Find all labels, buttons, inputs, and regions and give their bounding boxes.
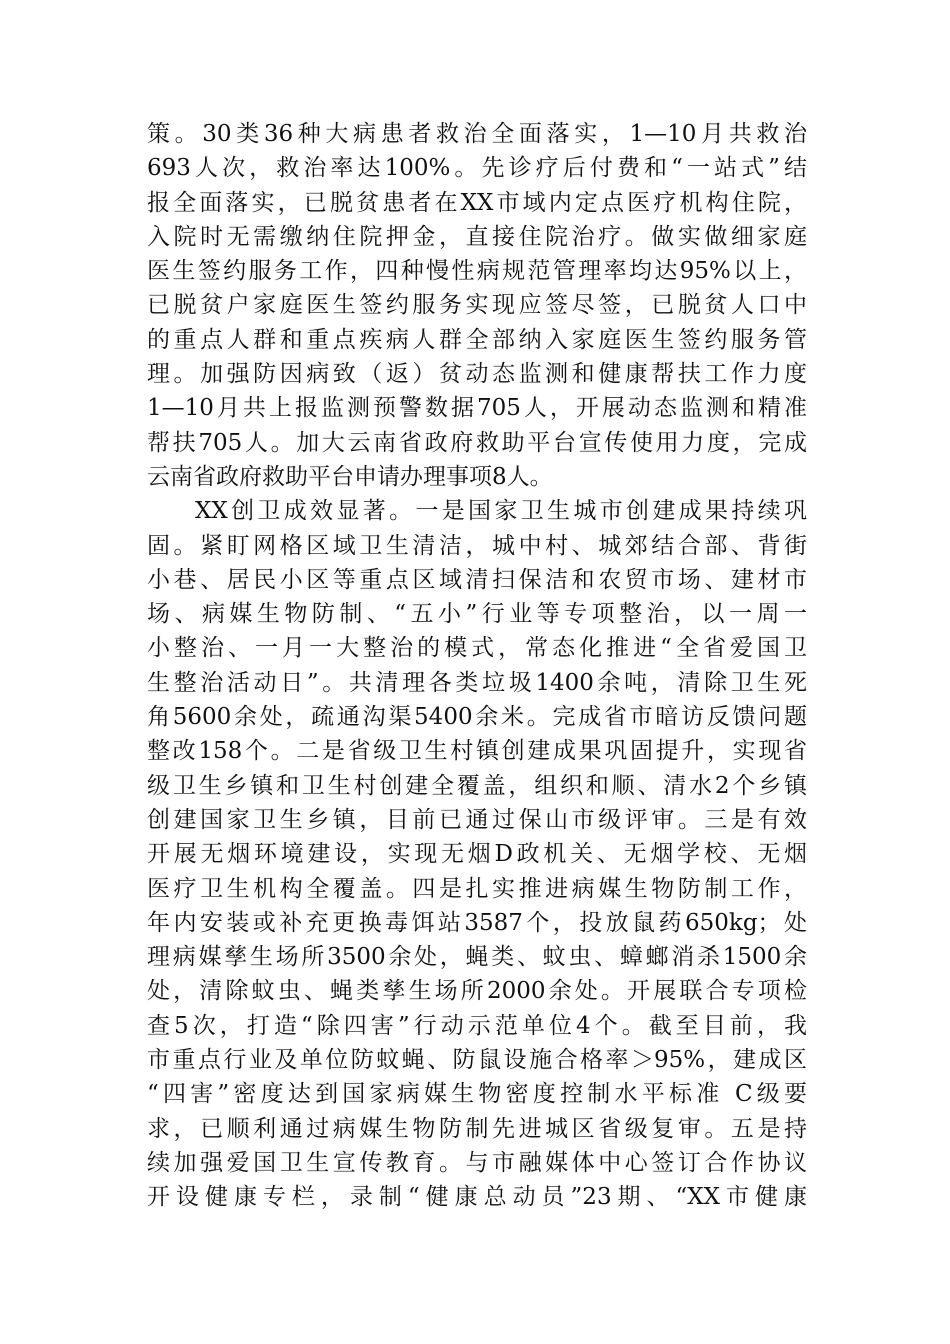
paragraph-2	[147, 494, 807, 1214]
text-line: 理病媒孳生场所3500余处，蝇类、蚊虫、蟑螂消杀1500余	[147, 944, 807, 971]
text-line: 续加强爱国卫生宣传教育。与市融媒体中心签订合作协议	[147, 1149, 807, 1176]
text-line: XX创卫成效显著。一是国家卫生城市创建成果持续巩	[195, 498, 807, 525]
text-line: 固。紧盯网格区域卫生清洁，城中村、城郊结合部、背街	[147, 532, 807, 559]
text-line: 策。30类36种大病患者救治全面落实，1—10月共救治	[147, 121, 807, 147]
paragraph-1	[147, 117, 807, 494]
text-line: “四害”密度达到国家病媒生物密度控制水平标准 C级要	[147, 1081, 807, 1108]
text-line: 医疗卫生机构全覆盖。四是扎实推进病媒生物防制工作，	[147, 875, 807, 902]
text-line: 开展无烟环境建设，实现无烟D政机关、无烟学校、无烟	[147, 841, 807, 868]
text-line: 小巷、居民小区等重点区域清扫保洁和农贸市场、建材市	[147, 566, 807, 593]
text-line: 年内安装或补充更换毒饵站3587个，投放鼠药650kg；处	[147, 909, 807, 936]
text-line: 级卫生乡镇和卫生村创建全覆盖，组织和顺、清水2个乡镇	[147, 772, 807, 799]
text-line: 报全面落实，已脱贫患者在XX市域内定点医疗机构住院，	[147, 189, 807, 216]
text-line: 1—10月共上报监测预警数据705人，开展动态监测和精准	[147, 395, 807, 422]
text-line: 查5次，打造“除四害”行动示范单位4个。截至目前，我	[147, 1012, 807, 1039]
text-line: 处，清除蚊虫、蝇类孳生场所2000余处。开展联合专项检	[147, 978, 807, 1005]
text-line: 入院时无需缴纳住院押金，直接住院治疗。做实做细家庭	[147, 223, 807, 250]
text-line: 求，已顺利通过病媒生物防制先进城区省级复审。五是持	[147, 1115, 807, 1142]
text-line: 已脱贫户家庭医生签约服务实现应签尽签，已脱贫人口中	[147, 292, 807, 319]
text-line: 整改158个。二是省级卫生村镇创建成果巩固提升，实现省	[147, 738, 807, 765]
text-line: 角5600余处，疏通沟渠5400余米。完成省市暗访反馈问题	[147, 704, 807, 731]
text-line: 医生签约服务工作，四种慢性病规范管理率均达95%以上，	[147, 258, 807, 285]
text-line: 理。加强防因病致（返）贫动态监测和健康帮扶工作力度	[147, 361, 807, 388]
text-line: 帮扶705人。加大云南省政府救助平台宣传使用力度，完成	[147, 429, 807, 456]
text-line: 生整治活动日”。共清理各类垃圾1400余吨，清除卫生死	[147, 669, 807, 696]
text-line: 市重点行业及单位防蚊蝇、防鼠设施合格率＞95%，建成区	[147, 1047, 807, 1074]
text-line: 的重点人群和重点疾病人群全部纳入家庭医生签约服务管	[147, 326, 807, 353]
text-line: 693人次，救治率达100%。先诊疗后付费和“一站式”结	[147, 155, 807, 182]
text-line: 云南省政府救助平台申请办理事项8人。	[147, 463, 553, 490]
text-line: 开设健康专栏，录制“健康总动员”23期、“XX市健康	[147, 1184, 807, 1211]
text-line: 创建国家卫生乡镇，目前已通过保山市级评审。三是有效	[147, 806, 807, 833]
text-line: 小整治、一月一大整治的模式，常态化推进“全省爱国卫	[147, 635, 807, 662]
text-line: 场、病媒生物防制、“五小”行业等专项整治，以一周一	[147, 601, 807, 628]
document-body	[147, 117, 807, 1215]
